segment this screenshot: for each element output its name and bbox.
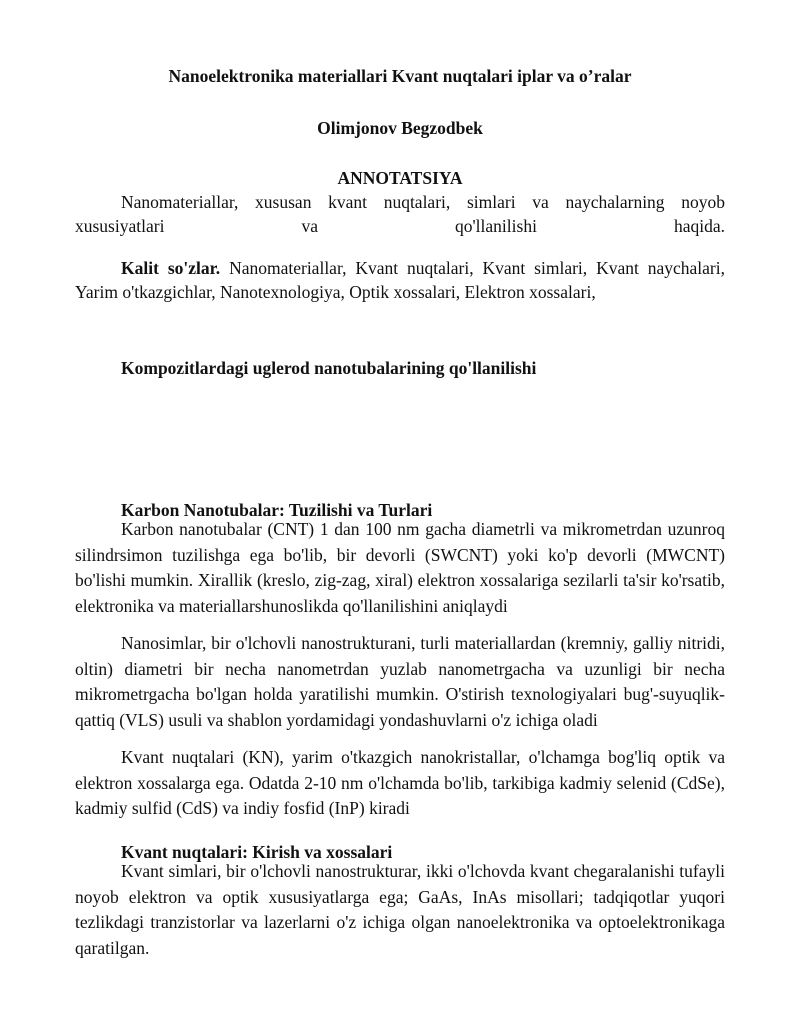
paragraph-quantum-wires: Kvant simlari, bir o'lchovli nanostrukturar, ikki o'lchovda kvant chegaralanishi tufayli noyob elektron va optik xususiyatlarga ega; GaAs, InAs misollari; tadqiqotlar yuqori tezlikdagi tranzistorlar va lazerlarni o'z ichiga olgan nanoelektronika va optoelektronikaga qaratilgan. (75, 861, 725, 958)
paragraph-nanowires: Nanosimlar, bir o'lchovli nanostrukturani, turli materiallardan (kremniy, galliy nitridi, oltin) diametri bir necha nanometrdan yuzlab nanometrgacha va uzunligi bir necha mikrometrgacha bo'lgan holda yaratilishi mumkin. O'stirish texnologiyalari bug'-suyuqlik-qattiq (VLS) usuli va shablon yordamidagi yondashuvlarni o'z ichiga oladi (75, 633, 725, 730)
keywords-text: Nanomateriallar, Kvant nuqtalari, Kvant simlari, Kvant naychalari, Yarim o'tkazgichlar, Nanotexnologiya, Optik xossalari, Elektron xossalari, (75, 258, 725, 302)
annotation-heading: ANNOTATSIYA (337, 168, 463, 188)
section-heading-quantum-dots: Kvant nuqtalari: Kirish va xossalari (121, 842, 393, 862)
author-name: Olimjonov Begzodbek (317, 118, 483, 138)
document-title: Nanoelektronika materiallari Kvant nuqtalari iplar va o’ralar (168, 66, 632, 86)
keywords-paragraph (75, 256, 725, 304)
paragraph-quantum-dots: Kvant nuqtalari (KN), yarim o'tkazgich nanokristallar, o'lchamga bog'liq optik va elektron xossalarga ega. Odatda 2-10 nm o'lchamda bo'lib, tarkibiga kadmiy selenid (CdSe), kadmiy sulfid (CdS) va indiy fosfid (InP) kiradi (75, 747, 725, 818)
section-heading-composites: Kompozitlardagi uglerod nanotubalarining qo'llanilishi (121, 358, 537, 378)
section-heading-carbon-nanotubes: Karbon Nanotubalar: Tuzilishi va Turlari (121, 500, 433, 520)
annotation-text: Nanomateriallar, xususan kvant nuqtalari, simlari va naychalarning noyob xususiyatlari va qo'llanilishi haqida. (75, 192, 725, 236)
paragraph-carbon-nanotubes: Karbon nanotubalar (CNT) 1 dan 100 nm gacha diametrli va mikrometrdan uzunroq silindrsimon tuzilishga ega bo'lib, bir devorli (SWCNT) yoki ko'p devorli (MWCNT) bo'lishi mumkin. Xirallik (kreslo, zig-zag, xiral) elektron xossalariga sezilarli ta'sir ko'rsatib, elektronika va materiallarshunoslikda qo'llanilishini aniqlaydi (75, 519, 725, 616)
keywords-label: Kalit so'zlar. (121, 258, 221, 278)
